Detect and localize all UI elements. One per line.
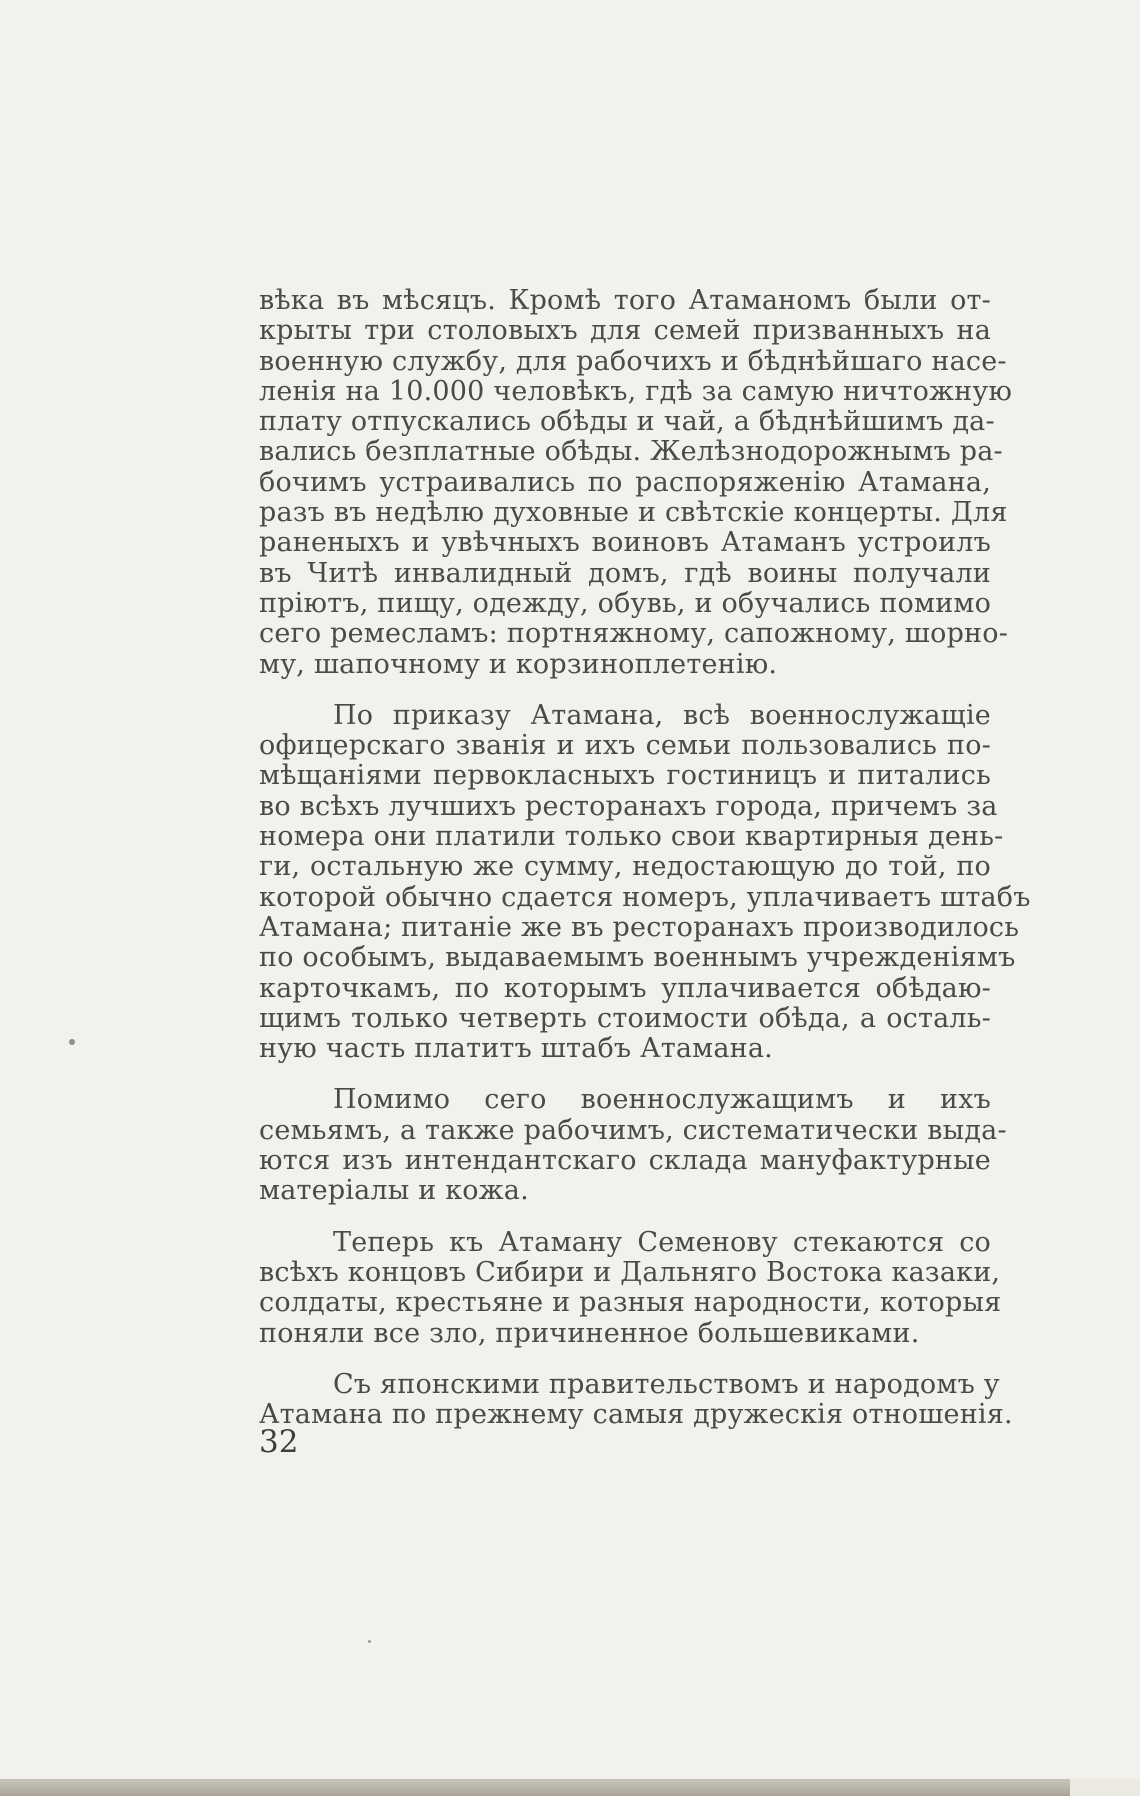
page-edge-corner [1070, 1779, 1140, 1796]
text-line: во всѣхъ лучшихъ ресторанахъ города, причемъ за [259, 790, 998, 822]
text-line: солдаты, крестьяне и разныя народности, которыя [259, 1287, 1002, 1319]
text-line: ги, остальную же сумму, недостающую до той, по [259, 851, 991, 883]
paper-speck [368, 1640, 371, 1643]
page-edge-band [0, 1779, 1140, 1796]
text-line: мѣщаніями первокласныхъ гостиницъ и питались [259, 760, 991, 792]
text-line: По приказу Атамана, всѣ военнослужащіе [333, 699, 991, 731]
paragraph-5 [259, 1368, 1013, 1431]
text-line: офицерскаго званія и ихъ семьи пользовались по- [259, 730, 991, 762]
paragraph-gap [259, 1349, 991, 1370]
text-line: вѣка въ мѣсяцъ. Кромѣ того Атаманомъ были от- [259, 285, 991, 316]
text-line: плату отпускались обѣды и чай, а бѣднѣйшимъ да- [259, 406, 995, 438]
page-number: 32 [259, 1424, 299, 1460]
text-line: номера они платили только свои квартирныя день- [259, 821, 1004, 853]
text-line: му, шапочному и корзиноплетенію. [259, 648, 778, 680]
text-line: которой обычно сдается номеръ, уплачиваетъ штабъ [259, 881, 1031, 913]
paper-speck [69, 1039, 75, 1045]
text-line: щимъ только четверть стоимости обѣда, а осталь- [259, 1002, 991, 1034]
text-line: въ Читѣ инвалидный домъ, гдѣ воины получали [259, 557, 991, 589]
paragraph-gap [259, 680, 991, 701]
text-line: сего ремесламъ: портняжному, сапожному, шорно- [259, 618, 1009, 650]
text-line: Атамана по прежнему самыя дружескія отношенія. [259, 1399, 1013, 1431]
paragraph-1 [259, 285, 1013, 680]
paragraph-4 [259, 1226, 1002, 1349]
text-line: раненыхъ и увѣчныхъ воиновъ Атаманъ устроилъ [259, 527, 991, 559]
text-line: Атамана; питаніе же въ ресторанахъ производилось [259, 911, 1020, 943]
paragraph-gap [259, 1064, 991, 1085]
text-line: ленія на 10.000 человѣкъ, гдѣ за самую ничтожную [259, 375, 1013, 407]
text-line: семьямъ, а также рабочимъ, систематически выда- [259, 1114, 1007, 1146]
text-line: матеріалы и кожа. [259, 1175, 529, 1207]
text-line: военную службу, для рабочихъ и бѣднѣйшаго насе- [259, 345, 1007, 377]
text-line: Теперь къ Атаману Семенову стекаются со [333, 1226, 991, 1258]
text-line: ются изъ интендантскаго склада мануфактурные [259, 1145, 991, 1177]
text-line: Помимо сего военнослужащимъ и ихъ [333, 1084, 991, 1116]
text-line: ную часть платитъ штабъ Атамана. [259, 1033, 773, 1065]
text-line: поняли все зло, причиненное большевиками. [259, 1317, 920, 1349]
text-line: вались безплатные обѣды. Желѣзнодорожнымъ ра- [259, 436, 1003, 468]
text-line: по особымъ, выдаваемымъ военнымъ учрежденіямъ [259, 942, 1016, 974]
text-line: всѣхъ концовъ Сибири и Дальняго Востока казаки, [259, 1256, 1001, 1288]
text-line: разъ въ недѣлю духовные и свѣтскіе концерты. Для [259, 497, 1008, 529]
paragraph-3 [259, 1084, 1007, 1207]
page-body-text [259, 285, 1031, 1431]
text-line: карточкамъ, по которымъ уплачивается обѣдаю- [259, 972, 991, 1004]
text-line: пріютъ, пищу, одежду, обувь, и обучались помимо [259, 587, 992, 619]
text-line: крыты три столовыхъ для семей призванныхъ на [259, 315, 991, 347]
text-line: бочимъ устраивались по распоряженію Атамана, [259, 466, 991, 498]
paragraph-2 [259, 699, 1031, 1065]
text-line: Съ японскими правительствомъ и народомъ у [333, 1368, 1000, 1400]
paragraph-gap [259, 1207, 991, 1228]
